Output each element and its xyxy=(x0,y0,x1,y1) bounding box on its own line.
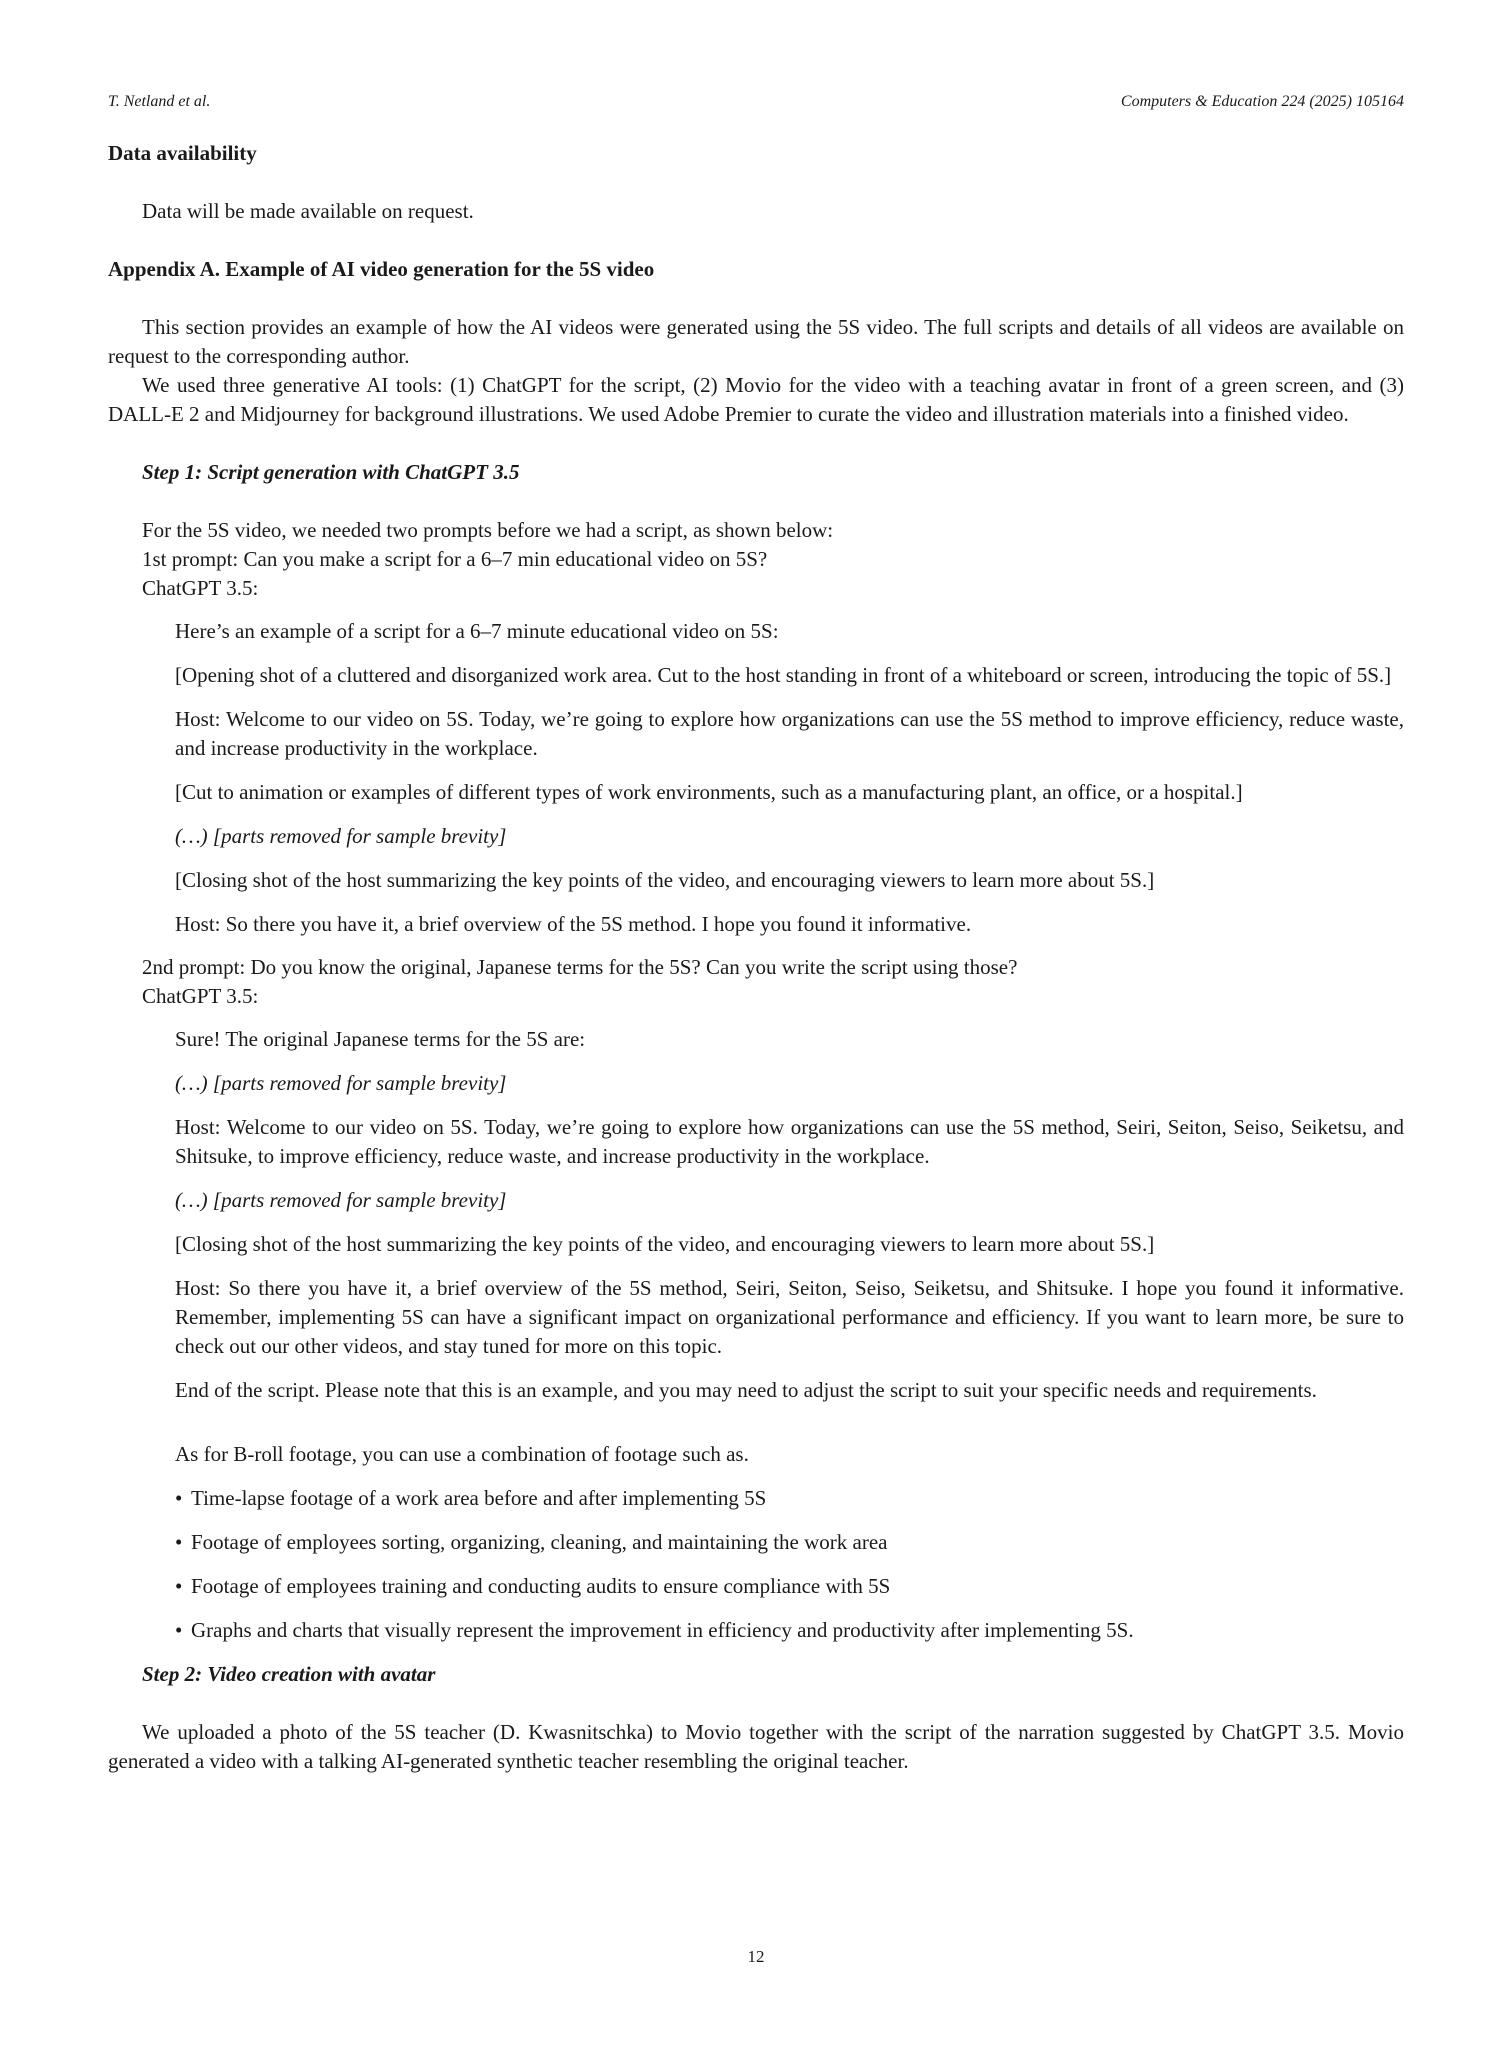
chatgpt-label: ChatGPT 3.5: xyxy=(142,576,259,600)
bullet-item xyxy=(108,1484,1404,1513)
bullet-icon: • xyxy=(175,1618,183,1642)
header-journal: Computers & Education 224 (2025) 105164 xyxy=(1120,93,1404,110)
appendix-paragraph: This section provides an example of how the AI videos were generated using the 5S video. The full scripts and details of all videos are available on request to the corresponding author. xyxy=(108,315,1404,368)
bullet-icon: • xyxy=(175,1574,183,1598)
bullet-text: Footage of employees sorting, organizing, cleaning, and maintaining the work area xyxy=(191,1530,888,1554)
running-head xyxy=(108,93,1404,111)
bullet-text: Time-lapse footage of a work area before and after implementing 5S xyxy=(191,1486,767,1510)
response-paragraph: Sure! The original Japanese terms for the 5S are: xyxy=(175,1027,586,1051)
omission-note: (…) [parts removed for sample brevity] xyxy=(175,1188,507,1212)
response-paragraph: End of the script. Please note that this is an example, and you may need to adjust the script to suit your specific needs and requirements. xyxy=(175,1378,1317,1402)
data-availability-text: Data will be made available on request. xyxy=(142,199,474,223)
chatgpt-label: ChatGPT 3.5: xyxy=(142,984,259,1008)
response-paragraph: [Opening shot of a cluttered and disorganized work area. Cut to the host standing in front of a whiteboard or screen, introducing the topic of 5S.] xyxy=(175,663,1392,687)
omission-note: (…) [parts removed for sample brevity] xyxy=(175,1071,507,1095)
step2-heading: Step 2: Video creation with avatar xyxy=(142,1662,436,1686)
bullet-item xyxy=(108,1616,1404,1645)
bullet-item xyxy=(108,1572,1404,1601)
bullet-item xyxy=(108,1528,1404,1557)
appendix-paragraph: We used three generative AI tools: (1) ChatGPT for the script, (2) Movio for the video with a teaching avatar in front of a green screen, and (3) DALL-E 2 and Midjourney for background illustrations. We used Adobe Premier to curate the video and illustration materials into a finished video. xyxy=(108,373,1404,426)
response-paragraph: Host: Welcome to our video on 5S. Today, we’re going to explore how organizations can use the 5S method to improve efficiency, reduce waste, and increase productivity in the workplace. xyxy=(175,707,1404,760)
response-paragraph: Host: So there you have it, a brief overview of the 5S method, Seiri, Seiton, Seiso, Seiketsu, and Shitsuke. I hope you found it informative. Remember, implementing 5S can have a significant impact on organizational performance and efficiency. If you want to learn more, be sure to check out our other videos, and stay tuned for more on this topic. xyxy=(175,1276,1404,1358)
page-body xyxy=(108,139,1404,1776)
step2-text: We uploaded a photo of the 5S teacher (D. Kwasnitschka) to Movio together with the script of the narration suggested by ChatGPT 3.5. Movio generated a video with a talking AI-generated synthetic teacher resembling the original teacher. xyxy=(108,1720,1404,1773)
response-paragraph: [Cut to animation or examples of different types of work environments, such as a manufacturing plant, an office, or a hospital.] xyxy=(175,780,1243,804)
header-authors: T. Netland et al. xyxy=(108,93,211,110)
response-paragraph: Host: Welcome to our video on 5S. Today, we’re going to explore how organizations can use the 5S method, Seiri, Seiton, Seiso, Seiketsu, and Shitsuke, to improve efficiency, reduce waste, and increase productivity in the workplace. xyxy=(175,1115,1404,1168)
step1-intro: For the 5S video, we needed two prompts before we had a script, as shown below: xyxy=(142,518,834,542)
step1-heading: Step 1: Script generation with ChatGPT 3.5 xyxy=(142,460,520,484)
broll-intro: As for B-roll footage, you can use a combination of footage such as. xyxy=(175,1442,749,1466)
response-paragraph: Here’s an example of a script for a 6–7 minute educational video on 5S: xyxy=(175,619,779,643)
page-number: 12 xyxy=(747,1947,765,1966)
bullet-text: Graphs and charts that visually represent the improvement in efficiency and productivity after implementing 5S. xyxy=(191,1618,1134,1642)
appendix-heading: Appendix A. Example of AI video generation for the 5S video xyxy=(108,257,655,281)
omission-note: (…) [parts removed for sample brevity] xyxy=(175,824,507,848)
bullet-text: Footage of employees training and conducting audits to ensure compliance with 5S xyxy=(191,1574,891,1598)
prompt-1: 1st prompt: Can you make a script for a 6–7 min educational video on 5S? xyxy=(142,547,768,571)
response-paragraph: [Closing shot of the host summarizing the key points of the video, and encouraging viewers to learn more about 5S.] xyxy=(175,868,1155,892)
bullet-icon: • xyxy=(175,1486,183,1510)
data-availability-heading: Data availability xyxy=(108,141,257,165)
bullet-icon: • xyxy=(175,1530,183,1554)
response-paragraph: [Closing shot of the host summarizing the key points of the video, and encouraging viewers to learn more about 5S.] xyxy=(175,1232,1155,1256)
response-paragraph: Host: So there you have it, a brief overview of the 5S method. I hope you found it informative. xyxy=(175,912,972,936)
prompt-2: 2nd prompt: Do you know the original, Japanese terms for the 5S? Can you write the script using those? xyxy=(142,955,1018,979)
